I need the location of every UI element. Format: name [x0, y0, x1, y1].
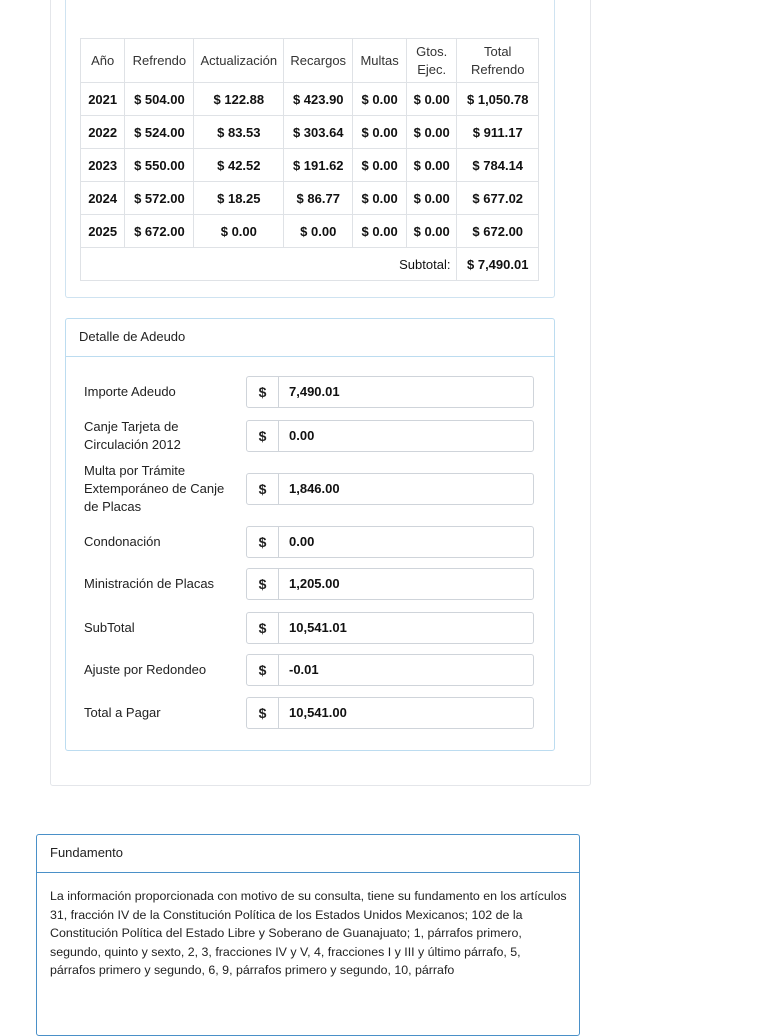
ministracion-placas-value: 1,205.00	[289, 576, 340, 591]
cell-actualizacion: $ 42.52	[194, 149, 284, 182]
cell-total-refrendo: $ 677.02	[457, 182, 539, 215]
canje-tarjeta-value: 0.00	[289, 428, 315, 443]
currency-addon: $	[247, 698, 279, 728]
fundamento-title: Fundamento	[37, 835, 579, 873]
cell-recargos: $ 303.64	[284, 116, 353, 149]
total-pagar-field[interactable]	[246, 697, 534, 729]
importe-adeudo-field[interactable]	[246, 376, 534, 408]
label-importe-adeudo: Importe Adeudo	[84, 384, 176, 399]
cell-refrendo: $ 672.00	[125, 215, 194, 248]
multa-tramite-field[interactable]	[246, 473, 534, 505]
label-ajuste-redondeo: Ajuste por Redondeo	[84, 662, 207, 677]
cell-anio: 2024	[81, 182, 125, 215]
cell-total-refrendo: $ 911.17	[457, 116, 539, 149]
subtotal-label: Subtotal:	[81, 248, 457, 281]
table-row	[81, 116, 539, 149]
table-row	[81, 149, 539, 182]
col-header-multas: Multas	[353, 39, 407, 83]
cell-multas: $ 0.00	[353, 149, 407, 182]
condonacion-field[interactable]	[246, 526, 534, 558]
label-canje-tarjeta: Canje Tarjeta de Circulación 2012	[84, 419, 181, 452]
table-row	[81, 83, 539, 116]
cell-multas: $ 0.00	[353, 116, 407, 149]
condonacion-value: 0.00	[289, 534, 315, 549]
cell-actualizacion: $ 122.88	[194, 83, 284, 116]
col-header-actualizacion: Actualización	[194, 39, 284, 83]
cell-total-refrendo: $ 672.00	[457, 215, 539, 248]
fundamento-text: La información proporcionada con motivo de su consulta, tiene su fundamento en los artículos 31, fracción IV de la Constitución Política de los Estados Unidos Mexicanos; 102 de la Constitución Política del Estado Libre y Soberano de Guanajuato; 1, párrafos primero, segundo, quinto y sexto, 2, 3, fracciones IV y V, 4, fracciones I y III y último párrafo, 5, párrafos primero y segundo, 6, 9, párrafos primero y segundo, 10, párrafo	[50, 889, 567, 977]
cell-gastos-ejecucion: $ 0.00	[406, 116, 457, 149]
cell-actualizacion: $ 18.25	[194, 182, 284, 215]
currency-addon: $	[247, 655, 279, 685]
currency-addon: $	[247, 569, 279, 599]
label-condonacion: Condonación	[84, 534, 161, 549]
label-subtotal: SubTotal	[84, 620, 135, 635]
subtotal-row	[81, 248, 539, 281]
cell-multas: $ 0.00	[353, 182, 407, 215]
ajuste-redondeo-value: -0.01	[289, 662, 319, 677]
label-total-pagar: Total a Pagar	[84, 705, 161, 720]
cell-refrendo: $ 504.00	[125, 83, 194, 116]
currency-addon: $	[247, 377, 279, 407]
cell-recargos: $ 423.90	[284, 83, 353, 116]
cell-gastos-ejecucion: $ 0.00	[406, 149, 457, 182]
cell-total-refrendo: $ 784.14	[457, 149, 539, 182]
detalle-adeudo-title: Detalle de Adeudo	[66, 319, 554, 357]
col-header-refrendo: Refrendo	[125, 39, 194, 83]
ministracion-placas-field[interactable]	[246, 568, 534, 600]
label-ministracion-placas: Ministración de Placas	[84, 576, 215, 591]
cell-anio: 2021	[81, 83, 125, 116]
cell-actualizacion: $ 83.53	[194, 116, 284, 149]
cell-multas: $ 0.00	[353, 215, 407, 248]
cell-recargos: $ 86.77	[284, 182, 353, 215]
cell-anio: 2025	[81, 215, 125, 248]
table-row	[81, 182, 539, 215]
subtotal-value: $ 7,490.01	[457, 248, 539, 281]
cell-gastos-ejecucion: $ 0.00	[406, 215, 457, 248]
cell-actualizacion: $ 0.00	[194, 215, 284, 248]
col-header-anio: Año	[81, 39, 125, 83]
col-header-total-refrendo: Total Refrendo	[457, 39, 539, 83]
multa-tramite-value: 1,846.00	[289, 481, 340, 496]
cell-total-refrendo: $ 1,050.78	[457, 83, 539, 116]
subtotal-field[interactable]	[246, 612, 534, 644]
col-header-recargos: Recargos	[284, 39, 353, 83]
total-pagar-value: 10,541.00	[289, 705, 347, 720]
cell-gastos-ejecucion: $ 0.00	[406, 83, 457, 116]
currency-addon: $	[247, 527, 279, 557]
currency-addon: $	[247, 474, 279, 504]
label-multa-tramite: Multa por Trámite Extemporáneo de Canje de Placas	[84, 463, 225, 514]
currency-addon: $	[247, 421, 279, 451]
currency-addon: $	[247, 613, 279, 643]
cell-multas: $ 0.00	[353, 83, 407, 116]
ajuste-redondeo-field[interactable]	[246, 654, 534, 686]
table-header-row	[81, 39, 539, 83]
cell-recargos: $ 0.00	[284, 215, 353, 248]
cell-recargos: $ 191.62	[284, 149, 353, 182]
col-header-gastos-ejecucion: Gtos. Ejec.	[406, 39, 457, 83]
subtotal-field-value: 10,541.01	[289, 620, 347, 635]
cell-refrendo: $ 572.00	[125, 182, 194, 215]
canje-tarjeta-field[interactable]	[246, 420, 534, 452]
cell-refrendo: $ 524.00	[125, 116, 194, 149]
cell-refrendo: $ 550.00	[125, 149, 194, 182]
cell-anio: 2022	[81, 116, 125, 149]
cell-gastos-ejecucion: $ 0.00	[406, 182, 457, 215]
importe-adeudo-value: 7,490.01	[289, 384, 340, 399]
cell-anio: 2023	[81, 149, 125, 182]
fundamento-panel	[36, 834, 580, 1036]
refrendo-table	[80, 38, 539, 281]
table-row	[81, 215, 539, 248]
